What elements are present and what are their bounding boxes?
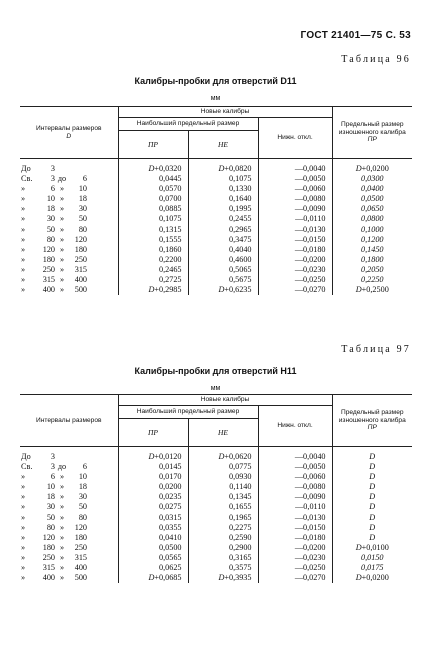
interval-to-word: » <box>59 482 65 492</box>
interval-to: 400 <box>74 275 87 285</box>
interval-to: 500 <box>74 573 87 583</box>
ne-size-cell: 0,1655 <box>188 502 258 512</box>
header-new-gauges: Новые калибры <box>118 395 332 406</box>
interval-from: 10 <box>46 194 55 204</box>
table-row <box>20 265 412 275</box>
worn-limit-cell: D <box>332 523 412 533</box>
pr-size-cell: 0,1075 <box>118 214 188 224</box>
interval-cell <box>20 533 118 543</box>
ne-size-cell: 0,3475 <box>188 235 258 245</box>
interval-to-word: » <box>59 552 65 562</box>
table-row <box>20 255 412 265</box>
pr-size-cell: 0,0235 <box>118 492 188 502</box>
ne-size-cell: 0,4600 <box>188 255 258 265</box>
lower-deviation-cell: —0,0180 <box>258 245 332 255</box>
lower-deviation-cell: —0,0110 <box>258 214 332 224</box>
interval-to: 80 <box>78 224 87 234</box>
ne-size-cell: D+0,6235 <box>188 285 258 295</box>
ne-size-cell: 0,5065 <box>188 265 258 275</box>
interval-prefix: » <box>21 482 26 492</box>
interval-from: 80 <box>46 234 55 244</box>
lower-deviation-cell: —0,0090 <box>258 492 332 502</box>
worn-limit-cell: D <box>332 462 412 472</box>
pr-size-cell: 0,0885 <box>118 204 188 214</box>
interval-to-word: » <box>59 224 65 234</box>
lower-deviation-cell: —0,0230 <box>258 265 332 275</box>
table-row <box>20 225 412 235</box>
worn-limit-cell: D+0,2500 <box>332 285 412 295</box>
table-row <box>20 245 412 255</box>
interval-from: 80 <box>46 522 55 532</box>
header-max-size: Наибольший предельный размер <box>118 118 258 131</box>
interval-from: 250 <box>42 264 55 274</box>
interval-to: 500 <box>74 285 87 295</box>
interval-prefix: » <box>21 573 26 583</box>
interval-from: 3 <box>50 174 55 184</box>
interval-cell <box>20 184 118 194</box>
worn-limit-cell: 0,0800 <box>332 214 412 224</box>
interval-prefix: » <box>21 244 26 254</box>
lower-deviation-cell: —0,0150 <box>258 235 332 245</box>
interval-from: 120 <box>42 532 55 542</box>
interval-from: 180 <box>42 254 55 264</box>
worn-limit-cell: D <box>332 492 412 502</box>
ne-size-cell: 0,1995 <box>188 204 258 214</box>
lower-deviation-cell: —0,0080 <box>258 482 332 492</box>
lower-deviation-cell: —0,0250 <box>258 275 332 285</box>
table-row <box>20 573 412 583</box>
worn-limit-cell: D <box>332 513 412 523</box>
interval-to: 315 <box>74 552 87 562</box>
worn-limit-cell: D+0,0200 <box>332 573 412 583</box>
interval-from: 3 <box>50 462 55 472</box>
interval-from: 400 <box>42 573 55 583</box>
interval-prefix: » <box>21 552 26 562</box>
lower-deviation-cell: —0,0270 <box>258 285 332 295</box>
interval-from: 315 <box>42 563 55 573</box>
table-row <box>20 533 412 543</box>
interval-to-word: » <box>59 285 65 295</box>
interval-cell <box>20 573 118 583</box>
pr-size-cell: 0,0315 <box>118 513 188 523</box>
header-worn-label: Предельный размер изношенного калибра <box>338 409 406 424</box>
table-row <box>20 194 412 204</box>
interval-prefix: » <box>21 532 26 542</box>
interval-prefix: » <box>21 472 26 482</box>
lower-deviation-cell: —0,0200 <box>258 255 332 265</box>
interval-prefix: Св. <box>21 462 33 472</box>
table-row <box>20 184 412 194</box>
interval-cell <box>20 553 118 563</box>
interval-from: 3 <box>50 164 55 173</box>
interval-to-word: » <box>59 194 65 204</box>
pr-size-cell: 0,0565 <box>118 553 188 563</box>
interval-from: 6 <box>50 184 55 194</box>
interval-cell <box>20 204 118 214</box>
pr-size-cell: 0,0500 <box>118 543 188 553</box>
table-row <box>20 285 412 295</box>
pr-size-cell: 0,0200 <box>118 482 188 492</box>
pr-size-cell: 0,2725 <box>118 275 188 285</box>
interval-cell <box>20 447 118 463</box>
pr-size-cell: 0,0625 <box>118 563 188 573</box>
pr-size-cell: D+0,0120 <box>118 447 188 463</box>
ne-size-cell: 0,1965 <box>188 513 258 523</box>
worn-limit-cell: D <box>332 447 412 463</box>
worn-limit-cell: 0,0150 <box>332 553 412 563</box>
interval-cell <box>20 502 118 512</box>
interval-to-word: » <box>59 204 65 214</box>
interval-to-word: » <box>59 234 65 244</box>
lower-deviation-cell: —0,0060 <box>258 472 332 482</box>
ne-size-cell: 0,3575 <box>188 563 258 573</box>
interval-from: 18 <box>46 492 55 502</box>
interval-cell <box>20 285 118 295</box>
interval-prefix: » <box>21 194 26 204</box>
interval-prefix: » <box>21 275 26 285</box>
header-lower-deviation: Нижн. откл. <box>258 118 332 159</box>
interval-cell <box>20 482 118 492</box>
interval-prefix: » <box>21 502 26 512</box>
interval-prefix: До <box>21 164 31 173</box>
interval-cell <box>20 492 118 502</box>
interval-to-word: до <box>57 462 67 472</box>
header-pr: ПР <box>118 131 188 159</box>
interval-to-word: » <box>59 184 65 194</box>
lower-deviation-cell: —0,0110 <box>258 502 332 512</box>
header-intervals <box>20 395 118 447</box>
table-title: Калибры-пробки для отверстий H11 <box>134 366 297 376</box>
worn-limit-cell: 0,1800 <box>332 255 412 265</box>
worn-limit-cell: 0,1000 <box>332 225 412 235</box>
worn-limit-cell: 0,0175 <box>332 563 412 573</box>
interval-to: 10 <box>78 472 87 482</box>
table-unit: мм <box>210 95 221 102</box>
table-row <box>20 543 412 553</box>
header-intervals-symbol: D <box>66 132 72 140</box>
interval-cell <box>20 245 118 255</box>
lower-deviation-cell: —0,0200 <box>258 543 332 553</box>
table-unit: мм <box>210 385 221 392</box>
pr-size-cell: 0,0700 <box>118 194 188 204</box>
pr-size-cell: 0,1555 <box>118 235 188 245</box>
interval-from: 400 <box>42 285 55 295</box>
pr-size-cell: D+0,0320 <box>118 159 188 175</box>
gauge-table <box>20 106 412 295</box>
interval-to: 180 <box>74 244 87 254</box>
ne-size-cell: 0,4040 <box>188 245 258 255</box>
interval-prefix: » <box>21 512 26 522</box>
header-intervals-label: Интервалы размеров <box>36 125 102 132</box>
interval-from: 6 <box>50 472 55 482</box>
header-worn-label: Предельный размер изношенного калибра <box>338 121 406 136</box>
worn-limit-cell: 0,0300 <box>332 174 412 184</box>
header-new-gauges: Новые калибры <box>118 107 332 118</box>
interval-to-word: » <box>59 254 65 264</box>
header-max-size: Наибольший предельный размер <box>118 406 258 419</box>
gauge-table <box>20 394 412 583</box>
table-row <box>20 174 412 184</box>
worn-limit-cell: D <box>332 533 412 543</box>
interval-to-word: » <box>59 214 65 224</box>
table-row <box>20 502 412 512</box>
interval-prefix: » <box>21 184 26 194</box>
worn-limit-cell: 0,2050 <box>332 265 412 275</box>
pr-size-cell: D+0,0685 <box>118 573 188 583</box>
ne-size-cell: 0,1330 <box>188 184 258 194</box>
pr-size-cell: 0,1860 <box>118 245 188 255</box>
ne-size-cell: 0,1345 <box>188 492 258 502</box>
lower-deviation-cell: —0,0040 <box>258 159 332 175</box>
interval-to-word: » <box>59 573 65 583</box>
interval-to-word: » <box>59 542 65 552</box>
interval-from: 3 <box>50 452 55 461</box>
worn-limit-cell: 0,0500 <box>332 194 412 204</box>
lower-deviation-cell: —0,0080 <box>258 194 332 204</box>
pr-size-cell: 0,2200 <box>118 255 188 265</box>
lower-deviation-cell: —0,0050 <box>258 462 332 472</box>
table-row <box>20 523 412 533</box>
table-row <box>20 447 412 463</box>
interval-from: 18 <box>46 204 55 214</box>
interval-cell <box>20 472 118 482</box>
ne-size-cell: 0,2900 <box>188 543 258 553</box>
table-body <box>20 159 412 296</box>
table-row <box>20 513 412 523</box>
interval-cell <box>20 513 118 523</box>
interval-to-word: » <box>59 512 65 522</box>
header-worn-symbol: ПР <box>367 424 377 432</box>
lower-deviation-cell: —0,0270 <box>258 573 332 583</box>
pr-size-cell: 0,0170 <box>118 472 188 482</box>
pr-size-cell: 0,0570 <box>118 184 188 194</box>
lower-deviation-cell: —0,0050 <box>258 174 332 184</box>
lower-deviation-cell: —0,0090 <box>258 204 332 214</box>
interval-cell <box>20 174 118 184</box>
worn-limit-cell: D <box>332 472 412 482</box>
worn-limit-cell: D+0,0200 <box>332 159 412 175</box>
interval-to: 6 <box>82 462 87 472</box>
header-pr: ПР <box>118 419 188 447</box>
header-worn-symbol: ПР <box>367 136 377 144</box>
table-row <box>20 563 412 573</box>
table-row <box>20 553 412 563</box>
worn-limit-cell: 0,1450 <box>332 245 412 255</box>
worn-limit-cell: 0,0400 <box>332 184 412 194</box>
worn-limit-cell: 0,1200 <box>332 235 412 245</box>
interval-to: 6 <box>82 174 87 184</box>
interval-cell <box>20 225 118 235</box>
table-row <box>20 492 412 502</box>
header-intervals <box>20 107 118 159</box>
header-worn-limit <box>332 107 412 159</box>
ne-size-cell: D+0,0820 <box>188 159 258 175</box>
lower-deviation-cell: —0,0250 <box>258 563 332 573</box>
ne-size-cell: 0,2275 <box>188 523 258 533</box>
interval-to: 315 <box>74 264 87 274</box>
interval-prefix: » <box>21 254 26 264</box>
worn-limit-cell: 0,0650 <box>332 204 412 214</box>
interval-cell <box>20 563 118 573</box>
interval-to: 80 <box>78 512 87 522</box>
interval-cell <box>20 275 118 285</box>
ne-size-cell: 0,1640 <box>188 194 258 204</box>
table-row <box>20 235 412 245</box>
interval-from: 30 <box>46 214 55 224</box>
interval-prefix: » <box>21 542 26 552</box>
interval-cell <box>20 523 118 533</box>
interval-to: 250 <box>74 542 87 552</box>
table-row <box>20 472 412 482</box>
interval-cell <box>20 462 118 472</box>
interval-prefix: » <box>21 204 26 214</box>
ne-size-cell: 0,3165 <box>188 553 258 563</box>
lower-deviation-cell: —0,0040 <box>258 447 332 463</box>
ne-size-cell: D+0,0620 <box>188 447 258 463</box>
table-row <box>20 482 412 492</box>
ne-size-cell: 0,2590 <box>188 533 258 543</box>
interval-to: 250 <box>74 254 87 264</box>
header-intervals-label: Интервалы размеров <box>36 416 102 424</box>
interval-to: 18 <box>78 482 87 492</box>
worn-limit-cell: 0,2250 <box>332 275 412 285</box>
interval-from: 180 <box>42 542 55 552</box>
interval-prefix: » <box>21 522 26 532</box>
table-number-label: Таблица 97 <box>341 344 411 355</box>
interval-to: 120 <box>74 522 87 532</box>
interval-to-word: » <box>59 502 65 512</box>
interval-cell <box>20 265 118 275</box>
interval-to-word: до <box>57 174 67 184</box>
interval-prefix: » <box>21 264 26 274</box>
pr-size-cell: 0,0145 <box>118 462 188 472</box>
interval-cell <box>20 543 118 553</box>
pr-size-cell: 0,0355 <box>118 523 188 533</box>
ne-size-cell: 0,1140 <box>188 482 258 492</box>
interval-prefix: Св. <box>21 174 33 184</box>
lower-deviation-cell: —0,0150 <box>258 523 332 533</box>
header-ne: НЕ <box>188 131 258 159</box>
interval-cell <box>20 159 118 175</box>
interval-from: 10 <box>46 482 55 492</box>
interval-prefix: » <box>21 285 26 295</box>
ne-size-cell: 0,2965 <box>188 225 258 235</box>
interval-to-word: » <box>59 275 65 285</box>
interval-prefix: » <box>21 224 26 234</box>
worn-limit-cell: D+0,0100 <box>332 543 412 553</box>
interval-to: 10 <box>78 184 87 194</box>
header-worn-limit <box>332 395 412 447</box>
interval-from: 50 <box>46 224 55 234</box>
lower-deviation-cell: —0,0060 <box>258 184 332 194</box>
interval-cell <box>20 194 118 204</box>
table-row <box>20 159 412 175</box>
standard-header: ГОСТ 21401—75 С. 53 <box>300 30 411 41</box>
ne-size-cell: 0,0775 <box>188 462 258 472</box>
pr-size-cell: 0,0275 <box>118 502 188 512</box>
interval-to: 30 <box>78 492 87 502</box>
header-lower-deviation: Нижн. откл. <box>258 406 332 447</box>
lower-deviation-cell: —0,0230 <box>258 553 332 563</box>
pr-size-cell: 0,2465 <box>118 265 188 275</box>
interval-from: 120 <box>42 244 55 254</box>
lower-deviation-cell: —0,0180 <box>258 533 332 543</box>
interval-to-word: » <box>59 563 65 573</box>
interval-to-word: » <box>59 522 65 532</box>
table-row <box>20 204 412 214</box>
ne-size-cell: 0,0930 <box>188 472 258 482</box>
interval-to: 400 <box>74 563 87 573</box>
ne-size-cell: D+0,3935 <box>188 573 258 583</box>
interval-to: 18 <box>78 194 87 204</box>
interval-prefix: » <box>21 234 26 244</box>
interval-cell <box>20 214 118 224</box>
interval-to: 50 <box>78 502 87 512</box>
interval-prefix: » <box>21 492 26 502</box>
ne-size-cell: 0,5675 <box>188 275 258 285</box>
table-title: Калибры-пробки для отверстий D11 <box>134 76 297 86</box>
interval-from: 315 <box>42 275 55 285</box>
interval-to-word: » <box>59 492 65 502</box>
interval-prefix: » <box>21 563 26 573</box>
interval-from: 50 <box>46 512 55 522</box>
interval-cell <box>20 235 118 245</box>
interval-to-word: » <box>59 264 65 274</box>
pr-size-cell: 0,0410 <box>118 533 188 543</box>
pr-size-cell: 0,0445 <box>118 174 188 184</box>
table-row <box>20 214 412 224</box>
table-number-label: Таблица 96 <box>341 54 411 65</box>
pr-size-cell: D+0,2985 <box>118 285 188 295</box>
interval-to-word: » <box>59 244 65 254</box>
interval-from: 250 <box>42 552 55 562</box>
interval-prefix: До <box>21 452 31 461</box>
table-row <box>20 275 412 285</box>
worn-limit-cell: D <box>332 502 412 512</box>
interval-to-word: » <box>59 472 65 482</box>
interval-to: 50 <box>78 214 87 224</box>
interval-to: 180 <box>74 532 87 542</box>
interval-cell <box>20 255 118 265</box>
lower-deviation-cell: —0,0130 <box>258 225 332 235</box>
interval-from: 30 <box>46 502 55 512</box>
interval-prefix: » <box>21 214 26 224</box>
header-ne: НЕ <box>188 419 258 447</box>
table-body <box>20 447 412 584</box>
table-row <box>20 462 412 472</box>
ne-size-cell: 0,1075 <box>188 174 258 184</box>
interval-to-word: » <box>59 532 65 542</box>
interval-to: 30 <box>78 204 87 214</box>
lower-deviation-cell: —0,0130 <box>258 513 332 523</box>
worn-limit-cell: D <box>332 482 412 492</box>
ne-size-cell: 0,2455 <box>188 214 258 224</box>
pr-size-cell: 0,1315 <box>118 225 188 235</box>
interval-to: 120 <box>74 234 87 244</box>
